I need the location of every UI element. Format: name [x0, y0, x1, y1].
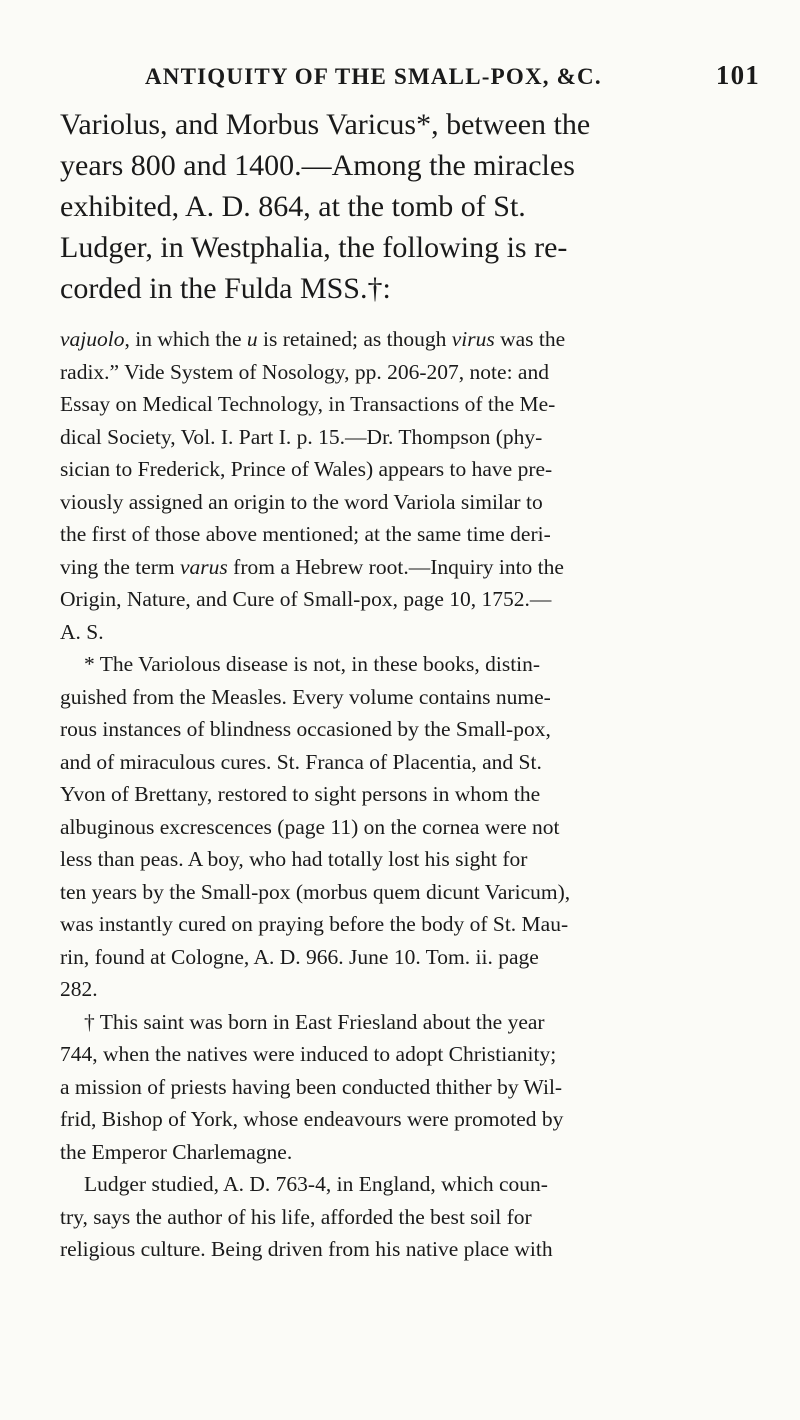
footnote-line: try, says the author of his life, afforded the best soil for [60, 1204, 532, 1229]
footnote-line: radix.” Vide System of Nosology, pp. 206-207, note: and [60, 359, 549, 384]
footnote-line: frid, Bishop of York, whose endeavours were promoted by [60, 1107, 564, 1131]
footnote-line: ten years by the Small-pox (morbus quem dicunt Varicum), [60, 879, 571, 904]
footnote-line: 282. [60, 977, 98, 1001]
italic-term: virus [451, 327, 495, 351]
footnote-line: the first of those above mentioned; at the same time deri- [60, 522, 551, 546]
footnote-line: rous instances of blindness occasioned by the Small-pox, [60, 717, 551, 741]
footnote-line: Yvon of Brettany, restored to sight persons in whom the [60, 782, 541, 806]
footnote-dagger [60, 1006, 760, 1266]
footnote-continuation [60, 323, 760, 648]
footnote-line: was instantly cured on praying before the body of St. Mau- [60, 912, 569, 936]
footnote-line: vajuolo, in which the u is retained; as though virus was the [60, 327, 566, 351]
footnote-line: Essay on Medical Technology, in Transactions of the Me- [60, 392, 556, 416]
footnote-line: * The Variolous disease is not, in these books, distin- [84, 652, 541, 676]
footnote-line: the Emperor Charlemagne. [60, 1139, 293, 1164]
footnote-line: A. S. [60, 619, 104, 644]
footnote-line: sician to Frederick, Prince of Wales) appears to have pre- [60, 457, 553, 481]
running-head [60, 58, 760, 98]
main-line: Ludger, in Westphalia, the following is re- [60, 231, 568, 264]
footnote-asterisk [60, 648, 760, 1006]
italic-term: varus [180, 554, 228, 579]
main-line: Variolus, and Morbus Varicus*, between the [60, 108, 591, 141]
main-line: corded in the Fulda MSS.†: [60, 272, 391, 305]
book-page [60, 58, 760, 1266]
main-line: years 800 and 1400.—Among the miracles [60, 149, 575, 182]
footnote-line: Ludger studied, A. D. 763-4, in England, which coun- [84, 1172, 548, 1196]
italic-term: vajuolo [60, 327, 125, 351]
footnote-line: Origin, Nature, and Cure of Small-pox, page 10, 1752.— [60, 587, 552, 611]
footnote-line: albuginous excrescences (page 11) on the cornea were not [60, 814, 560, 839]
footnote-line: less than peas. A boy, who had totally lost his sight for [60, 847, 528, 871]
footnote-line: dical Society, Vol. I. Part I. p. 15.—Dr. Thompson (phy- [60, 424, 543, 449]
running-title: ANTIQUITY OF THE SMALL-POX, &C. [145, 64, 602, 89]
footnote-line: ving the term varus from a Hebrew root.—Inquiry into the [60, 554, 564, 579]
footnote-line: religious culture. Being driven from his native place with [60, 1237, 553, 1261]
footnotes [60, 323, 760, 1266]
footnote-line: 744, when the natives were induced to adopt Christianity; [60, 1042, 557, 1066]
footnote-line: guished from the Measles. Every volume contains nume- [60, 684, 551, 709]
footnote-line: a mission of priests having been conducted thither by Wil- [60, 1074, 563, 1099]
footnote-line: † This saint was born in East Friesland about the year [84, 1009, 545, 1034]
main-paragraph [60, 104, 760, 309]
footnote-line: viously assigned an origin to the word Variola similar to [60, 489, 543, 514]
footnote-line: rin, found at Cologne, A. D. 966. June 10. Tom. ii. page [60, 944, 539, 969]
italic-term: u [246, 327, 258, 351]
main-line: exhibited, A. D. 864, at the tomb of St. [60, 190, 526, 223]
footnote-line: and of miraculous cures. St. Franca of Placentia, and St. [60, 749, 542, 774]
page-number: 101 [715, 60, 760, 90]
